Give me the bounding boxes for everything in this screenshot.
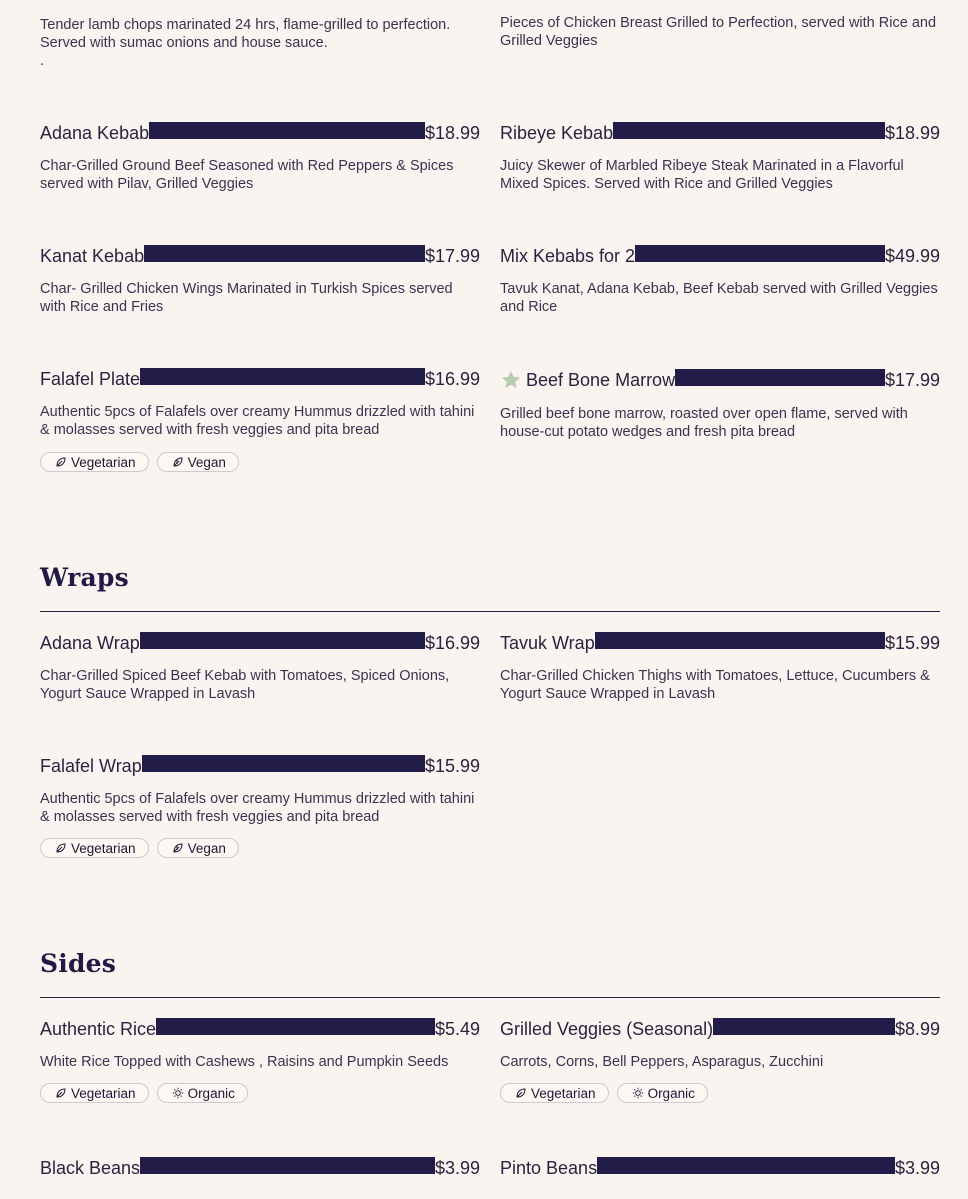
leader-bar [613,122,885,139]
menu-item-ribeye-kebab[interactable] [500,122,940,193]
leader-bar [144,245,425,262]
item-price: $17.99 [424,246,480,266]
tag-vegan [157,452,239,472]
item-price: $15.99 [424,756,480,776]
item-price: $17.99 [884,370,940,390]
dietary-tags [40,452,480,472]
vegan-leaf-icon [172,456,184,468]
menu-item-authentic-rice[interactable] [40,1018,480,1103]
item-description: White Rice Topped with Cashews , Raisins and Pumpkin Seeds [40,1054,449,1070]
item-name: Adana Kebab [40,123,150,143]
tag-organic [617,1083,708,1103]
item-description: Char-Grilled Ground Beef Seasoned with Red Peppers & Spices served with Pilav, Grilled Veggies [40,158,454,192]
tag-vegetarian [40,1083,149,1103]
leaf-icon [55,1087,67,1099]
item-description: Char-Grilled Spiced Beef Kebab with Tomatoes, Spiced Onions, Yogurt Sauce Wrapped in Lavash [40,668,450,702]
vegan-leaf-icon [172,842,184,854]
tag-label: Vegetarian [71,454,136,470]
section-title-sides: Sides [40,949,117,978]
item-price: $3.99 [894,1158,940,1178]
menu-item-falafel-wrap[interactable] [40,755,480,858]
leader-bar [675,369,885,386]
leader-bar [597,1157,895,1174]
dietary-tags [500,1083,940,1103]
star-icon [500,369,522,396]
tag-vegetarian [500,1083,609,1103]
tag-label: Vegetarian [71,840,136,856]
item-description: Authentic 5pcs of Falafels over creamy Hummus drizzled with tahini & molasses served with fresh veggies and pita bread [40,791,475,825]
leader-bar [149,122,425,139]
item-price: $16.99 [424,369,480,389]
item-description: Char-Grilled Chicken Thighs with Tomatoes, Lettuce, Cucumbers & Yogurt Sauce Wrapped in Lavash [500,668,930,702]
leader-bar [156,1018,435,1035]
tag-organic [157,1083,248,1103]
item-name: Mix Kebabs for 2 [500,246,636,266]
leaf-icon [55,842,67,854]
item-price: $18.99 [424,123,480,143]
menu-item-pinto-beans[interactable] [500,1157,940,1179]
sun-icon [172,1087,184,1099]
item-name: Pinto Beans [500,1158,598,1178]
leader-bar [635,245,885,262]
leader-bar [595,632,885,649]
dietary-tags [40,1083,480,1103]
item-name: Falafel Plate [40,369,141,389]
item-description: Juicy Skewer of Marbled Ribeye Steak Marinated in a Flavorful Mixed Spices. Served with Rice and Grilled Veggies [500,158,904,192]
menu-item-description: Tender lamb chops marinated 24 hrs, flame-grilled to perfection. Served with sumac onions and house sauce. [40,17,451,51]
tag-vegan [157,838,239,858]
item-price: $5.49 [434,1019,480,1039]
sun-icon [632,1087,644,1099]
item-description: Carrots, Corns, Bell Peppers, Asparagus, Zucchini [500,1054,824,1070]
item-name: Ribeye Kebab [500,123,614,143]
tag-label: Vegetarian [531,1085,596,1101]
item-name: Kanat Kebab [40,246,145,266]
tag-vegetarian [40,452,149,472]
item-price: $15.99 [884,633,940,653]
item-description: Tavuk Kanat, Adana Kebab, Beef Kebab served with Grilled Veggies and Rice [500,281,938,315]
menu-item-adana-kebab[interactable] [40,122,480,193]
tag-label: Vegetarian [71,1085,136,1101]
item-description: Char- Grilled Chicken Wings Marinated in Turkish Spices served with Rice and Fries [40,281,453,315]
section-divider [40,997,940,998]
item-price: $3.99 [434,1158,480,1178]
item-price: $8.99 [894,1019,940,1039]
menu-item-falafel-plate[interactable] [40,368,480,472]
leader-bar [713,1018,895,1035]
item-name: Beef Bone Marrow [526,370,676,390]
leaf-icon [515,1087,527,1099]
menu-item-black-beans[interactable] [40,1157,480,1179]
item-price: $18.99 [884,123,940,143]
leader-bar [140,632,425,649]
item-name: Black Beans [40,1158,141,1178]
menu-item-kanat-kebab[interactable] [40,245,480,316]
section-title-wraps: Wraps [40,563,129,592]
menu-item-mix-kebabs[interactable] [500,245,940,316]
leader-bar [140,368,425,385]
menu-item-beef-bone-marrow[interactable] [500,369,940,441]
item-name: Falafel Wrap [40,756,142,776]
menu-item-grilled-veggies[interactable] [500,1018,940,1103]
menu-item-tavuk-wrap[interactable] [500,632,940,703]
dietary-tags [40,838,480,858]
item-description: Authentic 5pcs of Falafels over creamy Hummus drizzled with tahini & molasses served with fresh veggies and pita bread [40,404,475,438]
leader-bar [140,1157,435,1174]
item-name: Grilled Veggies (Seasonal) [500,1019,714,1039]
menu-item-adana-wrap[interactable] [40,632,480,703]
tag-label: Vegan [187,840,226,856]
item-price: $16.99 [424,633,480,653]
tag-vegetarian [40,838,149,858]
tag-label: Organic [187,1085,235,1101]
menu-item-description: Pieces of Chicken Breast Grilled to Perfection, served with Rice and Grilled Veggies [500,15,937,49]
leader-bar [142,755,425,772]
leaf-icon [55,456,67,468]
item-name: Authentic Rice [40,1019,157,1039]
item-description: Grilled beef bone marrow, roasted over open flame, served with house-cut potato wedges and fresh pita bread [500,406,908,440]
item-name: Tavuk Wrap [500,633,595,653]
item-price: $49.99 [884,246,940,266]
tag-label: Organic [647,1085,695,1101]
section-divider [40,611,940,612]
menu-item-description-dot: . [40,53,45,69]
tag-label: Vegan [187,454,226,470]
item-name: Adana Wrap [40,633,140,653]
